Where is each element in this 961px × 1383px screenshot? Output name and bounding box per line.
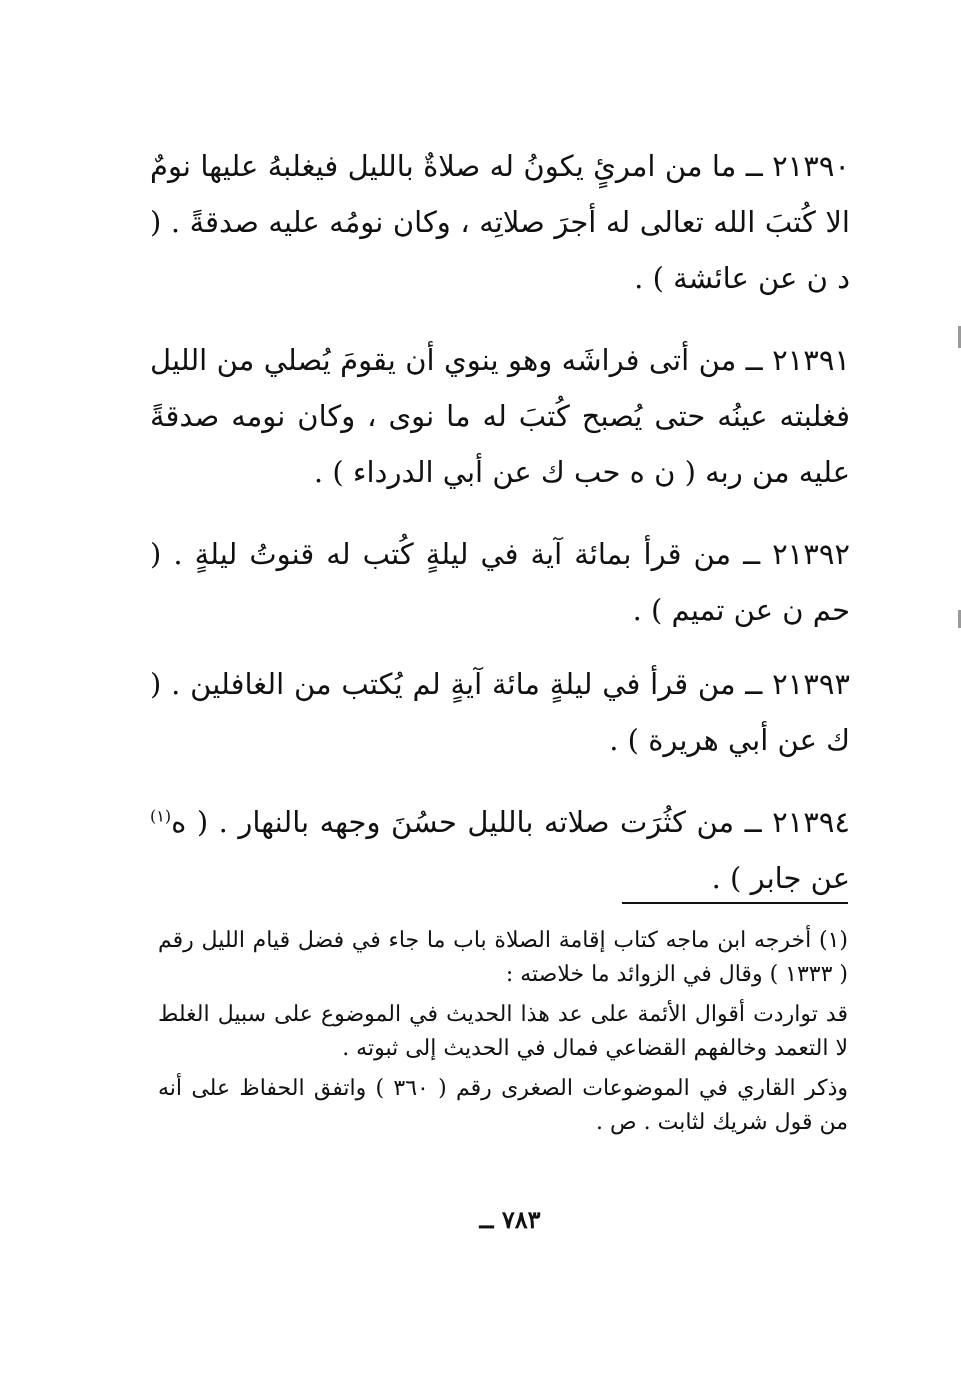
hadith-21391: ٢١٣٩١ ــ من أتى فراشَه وهو ينوي أن يقومَ يُصلي من الليل فغلبته عينُه حتى يُصبح كُتبَ له ما نوى ، وكان نومه صدقةً عليه من ربه ( ن ه حب ك عن أبي الدرداء ) . [150,343,850,489]
hadith-21390: ٢١٣٩٠ ــ ما من امرئٍ يكونُ له صلاةٌ بالليل فيغلبهُ عليها نومٌ الا كُتبَ الله تعالى له أجرَ صلاتِه ، وكان نومُه عليه صدقةً . ( د ن عن عائشة ) . [150,149,850,295]
footnote-reference[interactable]: (١) [150,806,172,826]
footnotes [158,924,848,1146]
footnote-1-para-3: وذكر القاري في الموضوعات الصغرى رقم ( ٣٦٠ ) واتفق الحفاظ على أنه من قول شريك لثابت . ص . [158,1076,848,1135]
main-text [150,138,850,932]
footnote-1-para-1: (١) أخرجه ابن ماجه كتاب إقامة الصلاة باب ما جاء في فضل قيام الليل رقم ( ١٣٣٣ ) وقال في الزوائد ما خلاصته : [158,928,848,987]
hadith-21393: ٢١٣٩٣ ــ من قرأ في ليلةٍ مائة آيةٍ لم يُكتب من الغافلين . ( ك عن أبي هريرة ) . [150,667,850,757]
footnote-separator [622,902,848,904]
hadith-21394-source: عن جابر ) . [711,861,850,895]
footnote-1-para-2: قد تواردت أقوال الأئمة على عد هذا الحديث في الموضوع على سبيل الغلط لا التعمد وخالفهم القضاعي فمال في الحديث إلى ثبوته . [158,1002,848,1061]
page-number: ٧٨٣ ــ [479,1205,541,1234]
hadith-21394 [150,794,850,906]
hadith-21394-text: ٢١٣٩٤ ــ من كثُرَت صلاته بالليل حسُنَ وجهه بالنهار . ( ه [171,805,850,839]
hadith-21392: ٢١٣٩٢ ــ من قرأ بمائة آية في ليلةٍ كُتب له قنوتُ ليلةٍ . ( حم ن عن تميم ) . [150,537,850,627]
